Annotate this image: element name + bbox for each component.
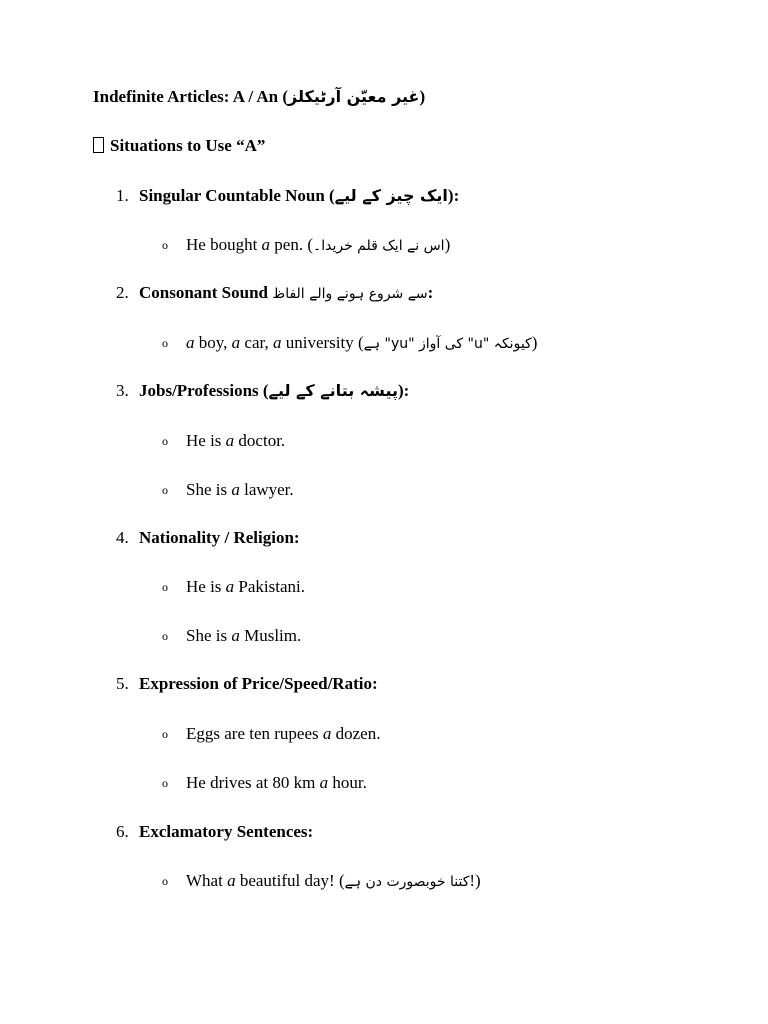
- example-text: She is: [186, 480, 232, 499]
- example-text: dozen.: [331, 724, 381, 743]
- example-text: pen. (: [270, 235, 314, 254]
- example-text: She is: [186, 626, 232, 645]
- example-text: doctor.: [234, 431, 286, 450]
- example-text: ): [531, 333, 538, 352]
- item-tail: :: [427, 283, 434, 302]
- article: a: [227, 871, 236, 890]
- page-title: [93, 86, 425, 108]
- example-text: He drives at 80 km: [186, 773, 320, 792]
- example-urdu: کیونکہ "u" کی آواز "yu" ہے: [363, 336, 532, 352]
- title-english: Indefinite Articles: A / An (: [93, 87, 289, 106]
- list-item-6: [116, 821, 313, 843]
- example-text: car,: [240, 333, 273, 352]
- article: a: [231, 333, 241, 352]
- item-urdu: پیشہ بتانے کے لیے: [268, 381, 398, 400]
- example-text: ): [444, 235, 451, 254]
- example-text: !): [469, 871, 481, 890]
- subheading-text: Situations to Use “A”: [110, 136, 266, 155]
- article: a: [231, 480, 240, 499]
- bullet-icon: o: [162, 336, 168, 350]
- item-label: Nationality / Religion:: [139, 528, 300, 547]
- list-item-2: [116, 282, 433, 305]
- example-text: Pakistani.: [234, 577, 306, 596]
- example-item: [162, 870, 481, 893]
- item-number: 1.: [116, 186, 129, 205]
- example-item: [162, 723, 380, 745]
- list-item-4: [116, 527, 300, 549]
- item-number: 5.: [116, 674, 129, 693]
- bullet-icon: o: [162, 238, 168, 252]
- item-label: Exclamatory Sentences:: [139, 822, 314, 841]
- title-close: ): [419, 87, 426, 106]
- article: a: [319, 773, 329, 792]
- example-urdu: کتنا خوبصورت دن ہے: [344, 874, 470, 890]
- item-tail: ):: [447, 186, 460, 205]
- example-item: [162, 430, 285, 452]
- example-item: [162, 772, 367, 794]
- example-item: [162, 332, 537, 355]
- item-label: Singular Countable Noun (: [139, 186, 335, 205]
- example-text: hour.: [328, 773, 367, 792]
- example-text: beautiful day! (: [235, 871, 345, 890]
- list-item-1: [116, 185, 459, 207]
- item-urdu: ایک چیز کے لیے: [334, 186, 448, 205]
- subheading: [93, 135, 265, 157]
- example-text: lawyer.: [239, 480, 294, 499]
- article: a: [225, 431, 235, 450]
- article: a: [225, 577, 235, 596]
- item-urdu: سے شروع ہونے والے الفاظ: [272, 286, 428, 302]
- bullet-icon: o: [162, 580, 168, 594]
- example-text: university (: [281, 333, 364, 352]
- item-number: 2.: [116, 283, 129, 302]
- checkbox-glyph-icon: [93, 137, 104, 153]
- example-text: Eggs are ten rupees: [186, 724, 323, 743]
- bullet-icon: o: [162, 629, 168, 643]
- article: a: [272, 333, 282, 352]
- item-tail: ):: [398, 381, 410, 400]
- bullet-icon: o: [162, 776, 168, 790]
- article: a: [231, 626, 240, 645]
- example-text: He is: [186, 431, 226, 450]
- article: a: [322, 724, 332, 743]
- list-item-5: [116, 673, 378, 695]
- example-text: What: [186, 871, 228, 890]
- example-item: [162, 234, 450, 257]
- example-text: boy,: [194, 333, 232, 352]
- example-text: He bought: [186, 235, 262, 254]
- example-item: [162, 576, 305, 598]
- item-number: 6.: [116, 822, 129, 841]
- item-label: Consonant Sound: [139, 283, 273, 302]
- article: a: [186, 333, 195, 352]
- list-item-3: [116, 380, 409, 402]
- example-item: [162, 625, 301, 647]
- item-number: 3.: [116, 381, 129, 400]
- article: a: [261, 235, 271, 254]
- bullet-icon: o: [162, 483, 168, 497]
- item-number: 4.: [116, 528, 129, 547]
- title-urdu: غیر معیّن آرٹیکلز: [288, 87, 420, 106]
- item-label: Jobs/Professions (: [139, 381, 269, 400]
- bullet-icon: o: [162, 874, 168, 888]
- example-text: He is: [186, 577, 226, 596]
- example-urdu: اس نے ایک قلم خریدا۔: [313, 238, 445, 254]
- bullet-icon: o: [162, 727, 168, 741]
- example-text: Muslim.: [239, 626, 302, 645]
- example-item: [162, 479, 294, 501]
- bullet-icon: o: [162, 434, 168, 448]
- item-label: Expression of Price/Speed/Ratio:: [139, 674, 378, 693]
